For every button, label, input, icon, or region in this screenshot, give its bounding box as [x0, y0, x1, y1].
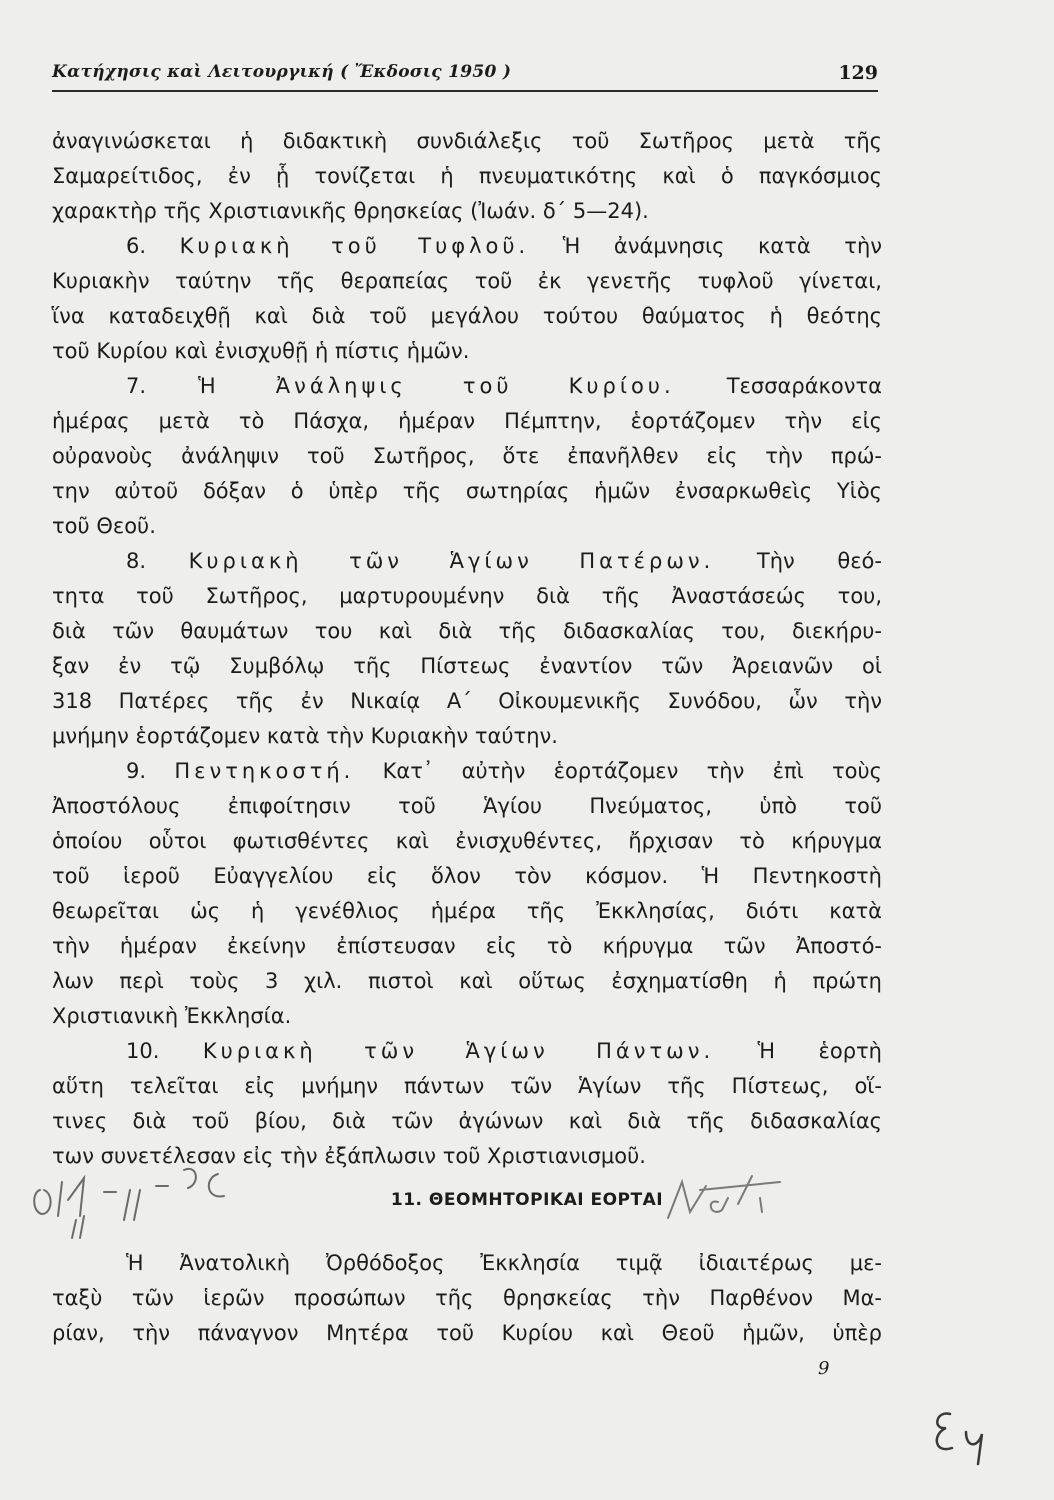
handwritten-scribble: [660, 1168, 800, 1228]
text-line: Ἡ Ἀνατολικὴ Ὀρθόδοξος Ἐκκλησία τιμᾷ ἰδιαιτέρως με-: [126, 1251, 882, 1275]
text-line: των συνετέλεσαν εἰς τὴν ἐξάπλωσιν τοῦ Χριστιανισμοῦ.: [52, 1144, 646, 1168]
text-line: ἡμέρας μετὰ τὸ Πάσχα, ἡμέραν Πέμπτην, ἑορτάζομεν τὴν εἰς: [52, 409, 882, 433]
text-line: μνήμην ἑορτάζομεν κατὰ τὴν Κυριακὴν ταύτην.: [52, 724, 558, 748]
text-line: ἀναγινώσκεται ἡ διδακτικὴ συνδιάλεξις τοῦ Σωτῆρος μετὰ τῆς: [52, 129, 882, 153]
text-line: τινες διὰ τοῦ βίου, διὰ τῶν ἀγώνων καὶ διὰ τῆς διδασκαλίας: [52, 1109, 882, 1133]
section-11-text: [52, 1246, 882, 1351]
text-line: ἵνα καταδειχθῇ καὶ διὰ τοῦ μεγάλου τούτου θαύματος ἡ θεότης: [52, 304, 882, 328]
item-heading: Κυριακὴ τῶν Ἁγίων Πατέρων.: [188, 549, 715, 573]
section-heading: 11. ΘΕΟΜΗΤΟΡΙΚΑΙ ΕΟΡΤΑΙ: [390, 1190, 664, 1210]
item-heading: Πεντηκοστή.: [174, 759, 355, 783]
text-line: χαρακτὴρ τῆς Χριστιανικῆς θρησκείας (Ἰωάν. δ΄ 5—24).: [52, 199, 649, 223]
signature-mark: 9: [818, 1358, 830, 1379]
item-text: Τεσσαράκοντα: [726, 374, 882, 398]
text-line: οὐρανοὺς ἀνάληψιν τοῦ Σωτῆρος, ὅτε ἐπανῆλθεν εἰς τὴν πρώ-: [52, 444, 882, 468]
text-line: τητα τοῦ Σωτῆρος, μαρτυρουμένην διὰ τῆς Ἀναστάσεώς του,: [52, 584, 882, 608]
item-heading: Ἡ Ἀνάληψις τοῦ Κυρίου.: [198, 374, 675, 398]
item-heading: Κυριακὴ τοῦ Τυφλοῦ.: [179, 234, 530, 258]
item-text: Ἡ ἀνάμνησις κατὰ τὴν: [562, 234, 882, 258]
text-line: ξαν ἐν τῷ Συμβόλῳ τῆς Πίστεως ἐναντίον τῶν Ἀρειανῶν οἱ: [52, 654, 882, 678]
item-text: Ἡ ἑορτὴ: [757, 1039, 882, 1063]
text-line: ὁποίου οὗτοι φωτισθέντες καὶ ἐνισχυθέντες, ἤρχισαν τὸ κήρυγμα: [52, 829, 882, 853]
body-text: [52, 124, 882, 1174]
text-line: διὰ τῶν θαυμάτων του καὶ διὰ τῆς διδασκαλίας του, διεκήρυ-: [52, 619, 882, 643]
item-number: 8.: [126, 549, 147, 573]
page-number: 129: [838, 62, 878, 84]
running-head: Κατήχησις καὶ Λειτουργική ( Ἔκδοσις 1950 ): [52, 62, 512, 82]
item-7-first-line: [52, 369, 882, 404]
text-line: θεωρεῖται ὡς ἡ γενέθλιος ἡμέρα τῆς Ἐκκλησίας, διότι κατὰ: [52, 899, 882, 923]
page-header: [52, 60, 878, 92]
item-text: Κατ᾿ αὐτὴν ἑορτάζομεν τὴν ἐπὶ τοὺς: [382, 759, 882, 783]
handwritten-corner-mark: [926, 1390, 1016, 1470]
text-line: τὴν ἡμέραν ἐκείνην ἐπίστευσαν εἰς τὸ κήρυγμα τῶν Ἀποστό-: [52, 934, 882, 958]
text-line: Κυριακὴν ταύτην τῆς θεραπείας τοῦ ἐκ γενετῆς τυφλοῦ γίνεται,: [52, 269, 882, 293]
text-line: τοῦ Θεοῦ.: [52, 514, 156, 538]
text-line: λων περὶ τοὺς 3 χιλ. πιστοὶ καὶ οὕτως ἐσχηματίσθη ἡ πρώτη: [52, 969, 882, 993]
item-heading: Κυριακὴ τῶν Ἁγίων Πάντων.: [202, 1039, 715, 1063]
text-line: την αὐτοῦ δόξαν ὁ ὑπὲρ τῆς σωτηρίας ἡμῶν ἐνσαρκωθεὶς Υἱὸς: [52, 479, 882, 503]
text-line: Σαμαρείτιδος, ἐν ᾗ τονίζεται ἡ πνευματικότης καὶ ὁ παγκόσμιος: [52, 164, 882, 188]
text-line: Χριστιανικὴ Ἐκκλησία.: [52, 1004, 292, 1028]
item-9-first-line: [52, 754, 882, 789]
item-8-first-line: [52, 544, 882, 579]
text-line: τοῦ Κυρίου καὶ ἐνισχυθῇ ἡ πίστις ἡμῶν.: [52, 339, 470, 363]
text-line: Ἀποστόλους ἐπιφοίτησιν τοῦ Ἁγίου Πνεύματος, ὑπὸ τοῦ: [52, 794, 882, 818]
text-line: ρίαν, τὴν πάναγνον Μητέρα τοῦ Κυρίου καὶ Θεοῦ ἡμῶν, ὑπὲρ: [52, 1321, 882, 1345]
item-6-first-line: [52, 229, 882, 264]
text-line: τοῦ ἱεροῦ Εὐαγγελίου εἰς ὅλον τὸν κόσμον. Ἡ Πεντηκοστὴ: [52, 864, 882, 888]
item-text: Τὴν θεό-: [756, 549, 882, 573]
text-line: αὕτη τελεῖται εἰς μνήμην πάντων τῶν Ἁγίων τῆς Πίστεως, οἵ-: [52, 1074, 882, 1098]
text-line: ταξὺ τῶν ἱερῶν προσώπων τῆς θρησκείας τὴν Παρθένον Μα-: [52, 1286, 882, 1310]
item-number: 10.: [126, 1039, 160, 1063]
item-number: 6.: [126, 234, 147, 258]
item-10-first-line: [52, 1034, 882, 1069]
item-number: 9.: [126, 759, 147, 783]
handwritten-date-annotation: [28, 1160, 278, 1240]
text-line: 318 Πατέρες τῆς ἐν Νικαίᾳ Α΄ Οἰκουμενικῆς Συνόδου, ὧν τὴν: [52, 689, 882, 713]
item-number: 7.: [126, 374, 147, 398]
